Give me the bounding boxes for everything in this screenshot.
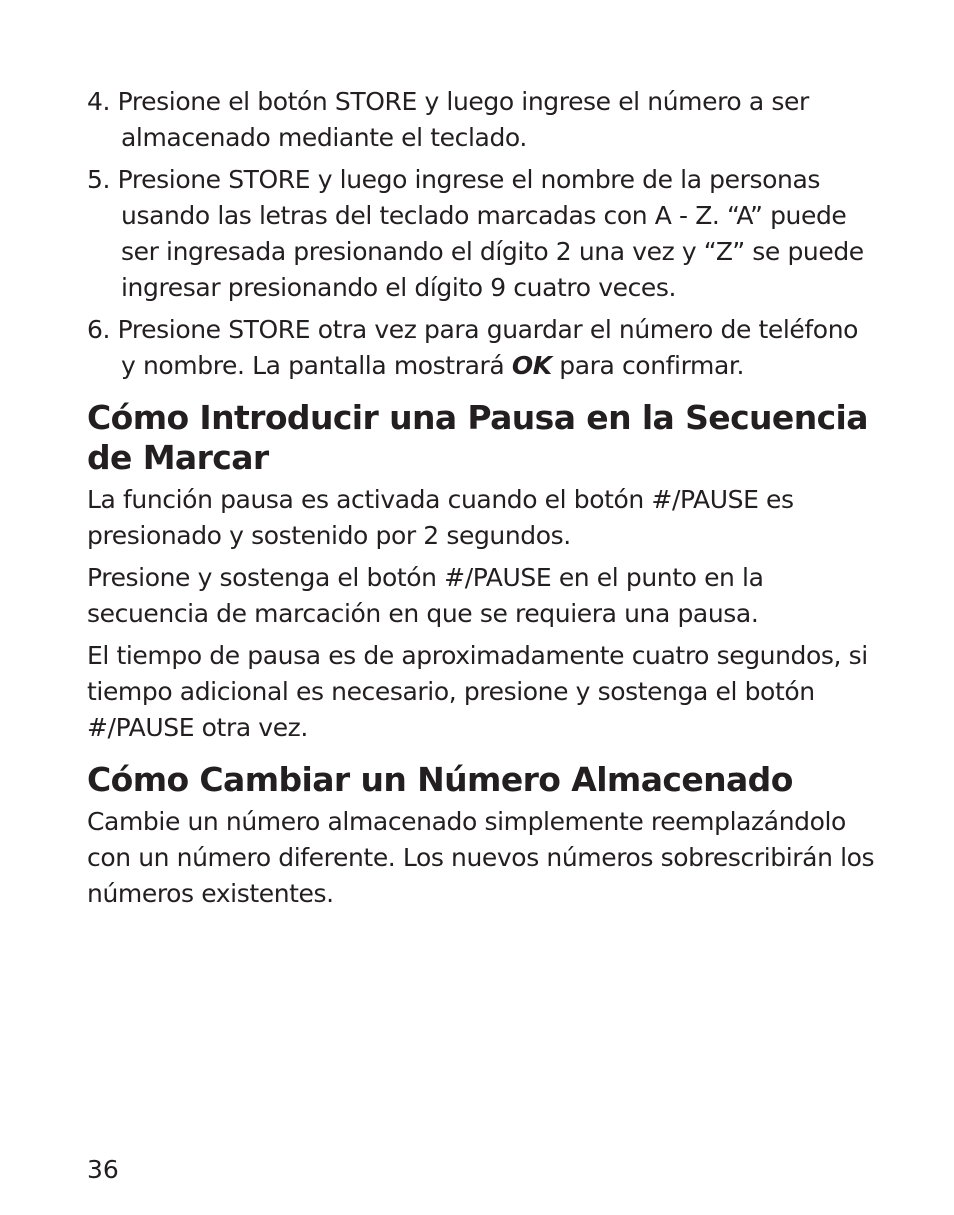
section-pause <box>87 398 877 746</box>
step-text: Presione STORE y luego ingrese el nombre de la personas usando las letras del teclado marcadas con A - Z. “A” puede ser ingresada presionando el dígito 2 una vez y “Z” se puede ingresar presionando el dígito 9 cuatro veces. <box>110 165 864 302</box>
paragraph: Presione y sostenga el botón #/PAUSE en el punto en la secuencia de marcación en que se requiera una pausa. <box>87 563 764 628</box>
step-5 <box>87 162 877 306</box>
paragraph: El tiempo de pausa es de aproximadamente cuatro segundos, si tiempo adicional es necesario, presione y sostenga el botón #/PAUSE otra vez. <box>87 641 868 742</box>
step-text-before: Presione STORE otra vez para guardar el número de teléfono y nombre. La pantalla mostrará <box>117 315 859 380</box>
section-change-number <box>87 760 877 912</box>
display-ok-text: OK <box>511 351 552 380</box>
section-heading: Cómo Introducir una Pausa en la Secuencia de Marcar <box>87 398 868 477</box>
page-number: 36 <box>87 1155 119 1184</box>
step-4 <box>87 84 877 156</box>
step-number: 5. <box>87 165 111 194</box>
step-text: Presione el botón STORE y luego ingrese el número a ser almacenado mediante el teclado. <box>110 87 809 152</box>
step-6 <box>87 312 877 384</box>
paragraph: Cambie un número almacenado simplemente reemplazándolo con un número diferente. Los nuevos números sobrescribirán los números existentes. <box>87 807 875 908</box>
steps-list <box>87 84 877 384</box>
section-heading: Cómo Cambiar un Número Almacenado <box>87 760 793 799</box>
paragraph: La función pausa es activada cuando el botón #/PAUSE es presionado y sostenido por 2 segundos. <box>87 485 794 550</box>
step-number: 4. <box>87 87 111 116</box>
step-number: 6. <box>87 315 111 344</box>
step-text-after: para confirmar. <box>551 351 745 380</box>
manual-page <box>87 84 877 918</box>
